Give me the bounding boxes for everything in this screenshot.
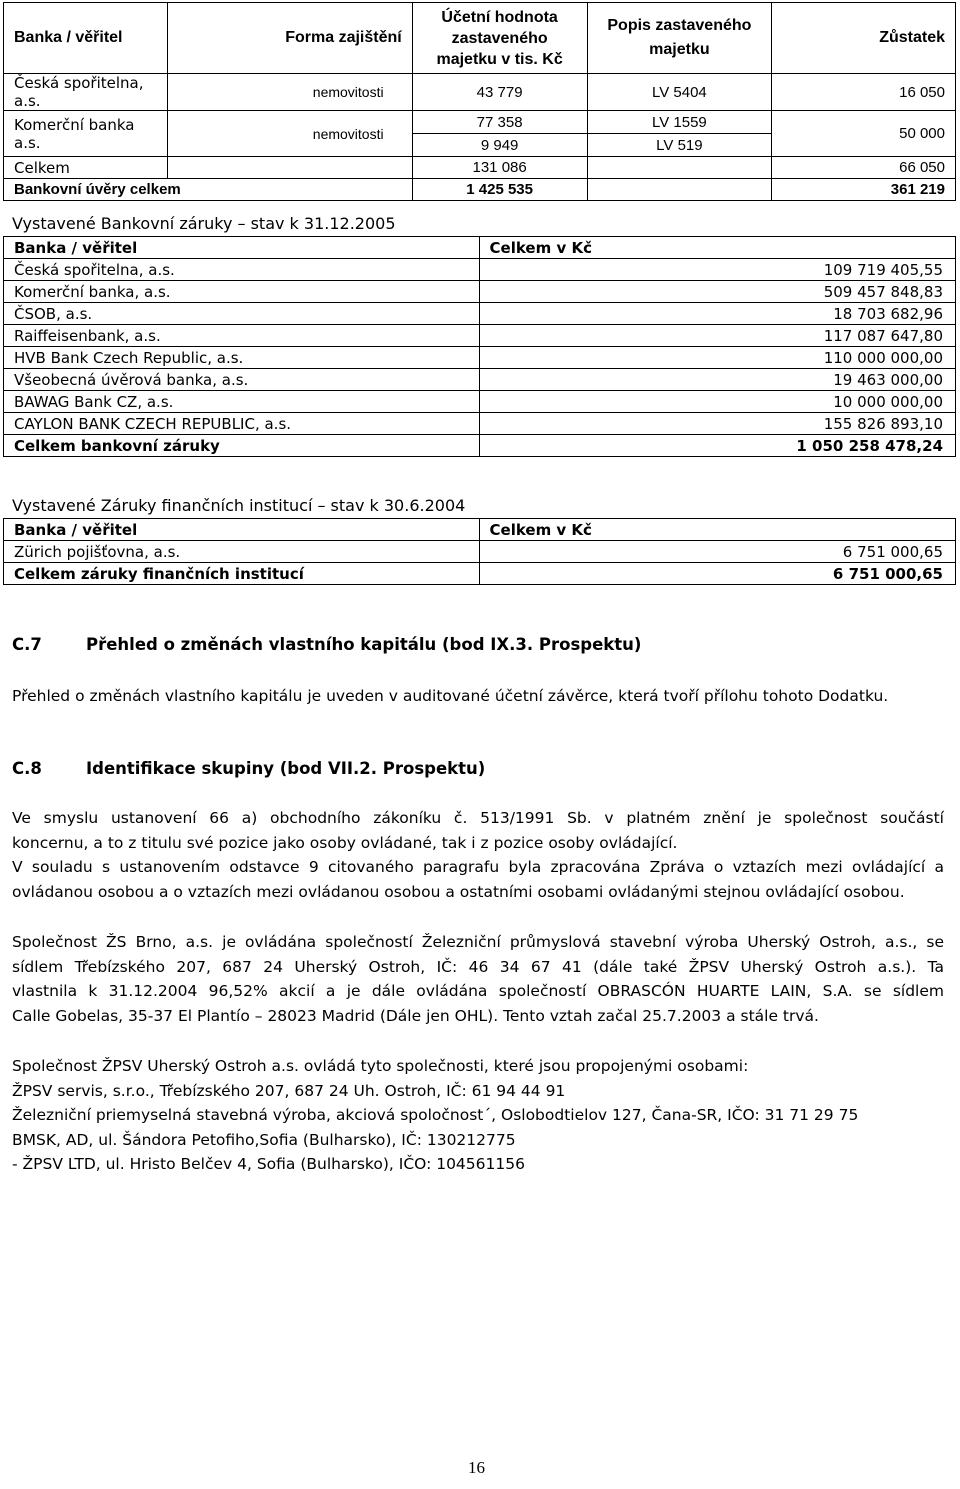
balance-cell: 16 050 — [772, 74, 956, 111]
c8-paragraph-1 — [12, 806, 944, 904]
table-row — [4, 347, 956, 369]
text-line: - ŽPSV LTD, ul. Hristo Belčev 4, Sofia (Bulharsko), IČO: 104561156 — [12, 1155, 525, 1173]
table-row — [4, 259, 956, 281]
text-line: BMSK, AD, ul. Šándora Petofiho,Sofia (Bulharsko), IČ: 130212775 — [12, 1130, 516, 1149]
total-row — [4, 563, 956, 585]
table-row — [4, 74, 956, 111]
fin-guarantees-table — [3, 518, 956, 585]
grand-total-row — [4, 179, 956, 201]
text-line: V souladu s ustanovením odstavce 9 citovaného paragrafu byla zpracována Zpráva o vztazích mezi ovládající a — [12, 858, 944, 876]
total-label: Celkem záruky finančních institucí — [4, 563, 480, 585]
bank-cell: Česká spořitelna, a.s. — [4, 259, 480, 281]
table-row — [4, 541, 956, 563]
bank-cell: BAWAG Bank CZ, a.s. — [4, 391, 480, 413]
total-row — [4, 435, 956, 457]
total-amount: 1 050 258 478,24 — [479, 435, 955, 457]
amount-cell: 110 000 000,00 — [479, 347, 955, 369]
text-line: vlastnila k 31.12.2004 96,52% akcií a je dále ovládána společností OBRASCÓN HUARTE LAIN, S.A. se sídlem — [12, 982, 944, 1000]
text-line: Společnost ŽS Brno, a.s. je ovládána společností Železniční průmyslová stavební výroba Uherský Ostroh, a.s., se — [12, 933, 944, 951]
c7-number: C.7 — [12, 635, 42, 654]
amount-cell: 109 719 405,55 — [479, 259, 955, 281]
total-value: 131 086 — [412, 157, 587, 179]
table-row — [4, 111, 956, 134]
table-header-row — [4, 237, 956, 259]
value-cell: 77 358 — [412, 111, 587, 134]
table-row — [4, 303, 956, 325]
value-cell: 43 779 — [412, 74, 587, 111]
header-balance: Zůstatek — [772, 3, 956, 74]
table-row — [4, 281, 956, 303]
bank-cell: HVB Bank Czech Republic, a.s. — [4, 347, 480, 369]
table-row — [4, 325, 956, 347]
c8-paragraph-4 — [12, 1054, 952, 1177]
col-bank-header: Banka / věřitel — [4, 237, 480, 259]
page-number: 16 — [468, 1458, 485, 1477]
bank-guarantees-table — [3, 236, 956, 457]
table-row — [4, 413, 956, 435]
table-header-row — [4, 519, 956, 541]
bank-cell: Raiffeisenbank, a.s. — [4, 325, 480, 347]
amount-cell: 10 000 000,00 — [479, 391, 955, 413]
bank-cell: CAYLON BANK CZECH REPUBLIC, a.s. — [4, 413, 480, 435]
col-total-header: Celkem v Kč — [479, 237, 955, 259]
header-book-value: Účetní hodnota zastaveného majetku v tis. Kč — [412, 3, 587, 74]
table-row — [4, 391, 956, 413]
bank-cell: Česká spořitelna, a.s. — [4, 74, 168, 111]
desc-cell: LV 519 — [587, 134, 772, 157]
bank-cell: Komerční banka, a.s. — [4, 281, 480, 303]
c8-title: Identifikace skupiny (bod VII.2. Prospektu) — [86, 759, 486, 778]
c7-title: Přehled o změnách vlastního kapitálu (bod IX.3. Prospektu) — [86, 635, 642, 654]
collateral-cell: nemovitosti — [167, 111, 412, 157]
text-line: ŽPSV servis, s.r.o., Třebízského 207, 687 24 Uh. Ostroh, IČ: 61 94 44 91 — [12, 1081, 566, 1100]
value-cell: 9 949 — [412, 134, 587, 157]
collateral-cell: nemovitosti — [167, 74, 412, 111]
guarantees-title: Vystavené Bankovní záruky – stav k 31.12.2005 — [12, 214, 396, 233]
text-line: Železniční priemyselná stavebná výroba, akciová spoločnost´, Oslobodtielov 127, Čana-SR, IČO: 31 71 29 75 — [12, 1106, 859, 1124]
total-label: Celkem — [4, 157, 168, 179]
grand-total-label: Bankovní úvěry celkem — [4, 179, 413, 201]
desc-cell: LV 1559 — [587, 111, 772, 134]
amount-cell: 18 703 682,96 — [479, 303, 955, 325]
text-line: Calle Gobelas, 35-37 El Plantío – 28023 Madrid (Dále jen OHL). Tento vztah začal 25.7.2003 a stále trvá. — [12, 1006, 819, 1025]
header-collateral: Forma zajištění — [167, 3, 412, 74]
amount-cell: 509 457 848,83 — [479, 281, 955, 303]
col-bank-header: Banka / věřitel — [4, 519, 480, 541]
total-row — [4, 157, 956, 179]
table-header-row — [4, 3, 956, 74]
c8-paragraph-3 — [12, 930, 944, 1028]
header-description: Popis zastaveného majetku — [587, 3, 772, 74]
c8-number: C.8 — [12, 759, 42, 778]
col-total-header: Celkem v Kč — [479, 519, 955, 541]
amount-cell: 117 087 647,80 — [479, 325, 955, 347]
total-amount: 6 751 000,65 — [479, 563, 955, 585]
bank-cell: Všeobecná úvěrová banka, a.s. — [4, 369, 480, 391]
header-bank: Banka / věřitel — [4, 3, 168, 74]
grand-total-balance: 361 219 — [772, 179, 956, 201]
bank-cell: Komerční banka a.s. — [4, 111, 168, 157]
bank-cell: Zürich pojišťovna, a.s. — [4, 541, 480, 563]
amount-cell: 6 751 000,65 — [479, 541, 955, 563]
bank-cell: ČSOB, a.s. — [4, 303, 480, 325]
balance-cell: 50 000 — [772, 111, 956, 157]
text-line: koncernu, a to z titulu své pozice jako osoby ovládané, tak i z pozice osoby ovládající. — [12, 833, 678, 852]
fin-guarantees-title: Vystavené Záruky finančních institucí – stav k 30.6.2004 — [12, 496, 466, 515]
text-line: Ve smyslu ustanovení 66 a) obchodního zákoníku č. 513/1991 Sb. v platném znění je společnost součástí — [12, 809, 944, 827]
text-line: sídlem Třebízského 207, 687 24 Uherský Ostroh, IČ: 46 34 67 41 (dále také ŽPSV Uherský Ostroh a.s.). Ta — [12, 957, 944, 976]
text-line: Společnost ŽPSV Uherský Ostroh a.s. ovládá tyto společnosti, které jsou propojenými osobami: — [12, 1057, 749, 1075]
table-row — [4, 369, 956, 391]
total-balance: 66 050 — [772, 157, 956, 179]
amount-cell: 19 463 000,00 — [479, 369, 955, 391]
total-label: Celkem bankovní záruky — [4, 435, 480, 457]
grand-total-value: 1 425 535 — [412, 179, 587, 201]
pledged-assets-table — [3, 2, 956, 201]
c7-text: Přehled o změnách vlastního kapitálu je uveden v auditované účetní závěrce, která tvoří přílohu tohoto Dodatku. — [12, 687, 889, 705]
amount-cell: 155 826 893,10 — [479, 413, 955, 435]
desc-cell: LV 5404 — [587, 74, 772, 111]
text-line: ovládanou osobou a o vztazích mezi ovládanou osobou a ostatními osobami ovládanými stejnou ovládající osobou. — [12, 882, 905, 901]
